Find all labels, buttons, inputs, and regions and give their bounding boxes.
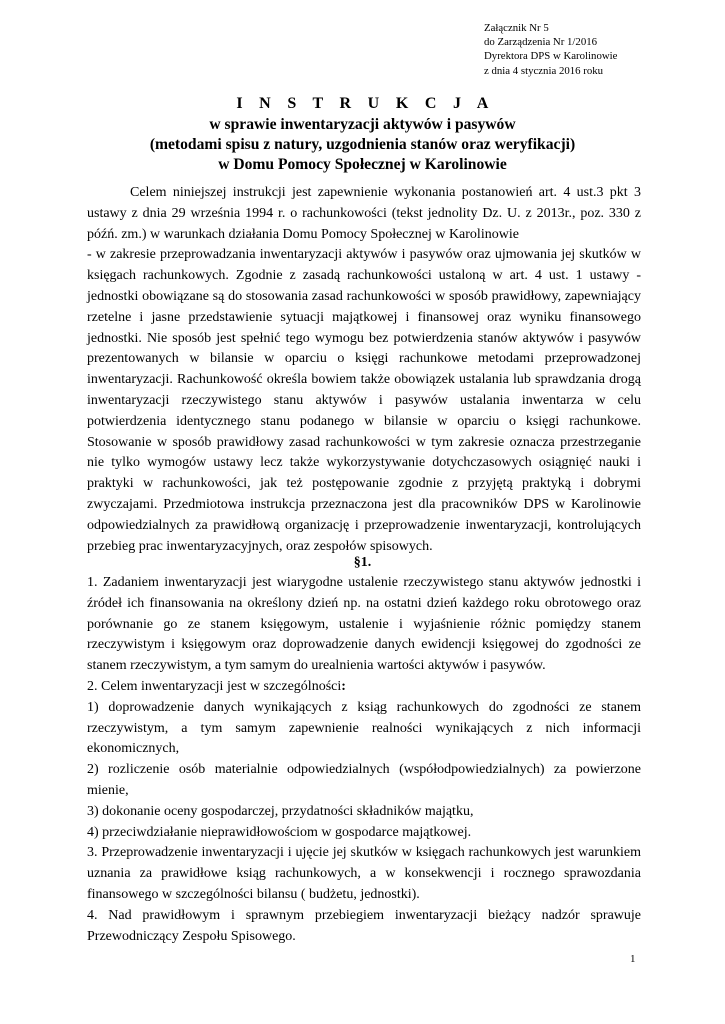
- annex-note: [484, 21, 704, 78]
- document-title: [0, 93, 725, 175]
- title-line: w sprawie inwentaryzacji aktywów i pasywów: [209, 116, 516, 133]
- section-item: 3. Przeprowadzenie inwentaryzacji i ujęcie jej skutków w księgach rachunkowych jest warunkiem uznania za prawidłowe ksiąg rachunkowych, a w konsekwencji i rocznego sprawozdania finansowego w szczególności bilansu ( budżetu, jednostki).: [87, 845, 641, 902]
- intro-section: [87, 183, 641, 557]
- title-line: w Domu Pomocy Społecznej w Karolinowie: [218, 156, 507, 173]
- annex-line: Załącznik Nr 5: [484, 22, 549, 34]
- title-main: I N S T R U K C J A: [236, 95, 495, 112]
- sub-item: 2) rozliczenie osób materialnie odpowiedzialnych (współodpowiedzialnych) za powierzone mienie,: [87, 762, 641, 798]
- sub-item: 1) doprowadzenie danych wynikających z ksiąg rachunkowych do zgodności ze stanem rzeczywistym, a tym samym zapewnienie realności wynikających z nich informacji ekonomicznych,: [87, 699, 641, 757]
- page-number: 1: [630, 953, 636, 965]
- intro-paragraph: Celem niniejszej instrukcji jest zapewnienie wykonania postanowień art. 4 ust.3 pkt 3 ustawy z dnia 29 września 1994 r. o rachunkowości (tekst jednolity Dz. U. z 2013r., poz. 330 z późń. zm.) w warunkach działania Domu Pomocy Społecznej w Karolinowie: [87, 185, 641, 242]
- annex-line: z dnia 4 stycznia 2016 roku: [484, 64, 604, 77]
- section-item-colon: :: [341, 678, 346, 694]
- section-item-text: 2. Celem inwentaryzacji jest w szczególności: [87, 678, 342, 694]
- intro-paragraph: - w zakresie przeprowadzania inwentaryzacji aktywów i pasywów oraz ujmowania jej skutków w księgach rachunkowych. Zgodnie z zasadą rachunkowości ustaloną w art. 4 ust. 1 ustawy - jednostki obowiązane są do stosowania zasad rachunkowości w sposób prawidłowy, zapewniający rzetelne i jasne przedstawienie sytuacji majątkowej i finansowej oraz wyniku finansowego jednostki. Nie sposób jest spełnić tego wymogu bez potwierdzenia stanów aktywów i pasywów prezentowanych w bilansie w oparciu o księgi rachunkowe metodami przeprowadzonej inwentaryzacji. Rachunkowość określa bowiem także obowiązek ustalania lub sprawdzania drogą inwentaryzacji rzeczywistego stanu aktywów i pasywów ustalania inwentarza w celu potwierdzenia identycznego stanu podanego w bilansie w oparciu o księgi rachunkowe. Stosowanie w sposób prawidłowy zasad rachunkowości w tym zakresie oznacza przestrzeganie nie tylko wymogów ustawy lecz także wykorzystywanie dotychczasowych osiągnięć nauki i praktyki w rachunkowości, jak też postępowanie zgodnie z przyjętą praktyką i dobrymi zwyczajami. Przedmiotowa instrukcja przeznaczona jest dla pracowników DPS w Karolinowie odpowiedzialnych za prawidłową organizację i przeprowadzenie inwentaryzacji, kontrolujących przebieg prac inwentaryzacyjnych, oraz zespołów spisowych.: [87, 247, 641, 554]
- section-item: 4. Nad prawidłowym i sprawnym przebiegiem inwentaryzacji bieżący nadzór sprawuje Przewodniczący Zespołu Spisowego.: [87, 907, 641, 944]
- section-item: [87, 677, 641, 698]
- sub-item: 4) przeciwdziałanie nieprawidłowościom w gospodarce majątkowej.: [87, 824, 472, 840]
- annex-line: Dyrektora DPS w Karolinowie: [484, 50, 618, 63]
- title-line: (metodami spisu z natury, uzgodnienia stanów oraz weryfikacji): [149, 136, 576, 153]
- section-item: 1. Zadaniem inwentaryzacji jest wiarygodne ustalenie rzeczywistego stanu aktywów jednostki i źródeł ich finansowania na określony dzień np. na ostatni dzień każdego roku obrotowego oraz porównanie go ze stanem księgowym, ustalenie i wyjaśnienie różnic pomiędzy stanem rzeczywistym i księgowym oraz doprowadzenie danych ewidencji księgowej do zgodności ze stanem rzeczywistym, a tym samym do urealnienia wartości aktywów i pasywów.: [87, 575, 641, 674]
- sub-item: 3) dokonanie oceny gospodarczej, przydatności składników majątku,: [87, 803, 474, 819]
- annex-line: do Zarządzenia Nr 1/2016: [484, 36, 598, 49]
- section-heading: §1.: [353, 555, 372, 570]
- section-1-body: [87, 573, 641, 947]
